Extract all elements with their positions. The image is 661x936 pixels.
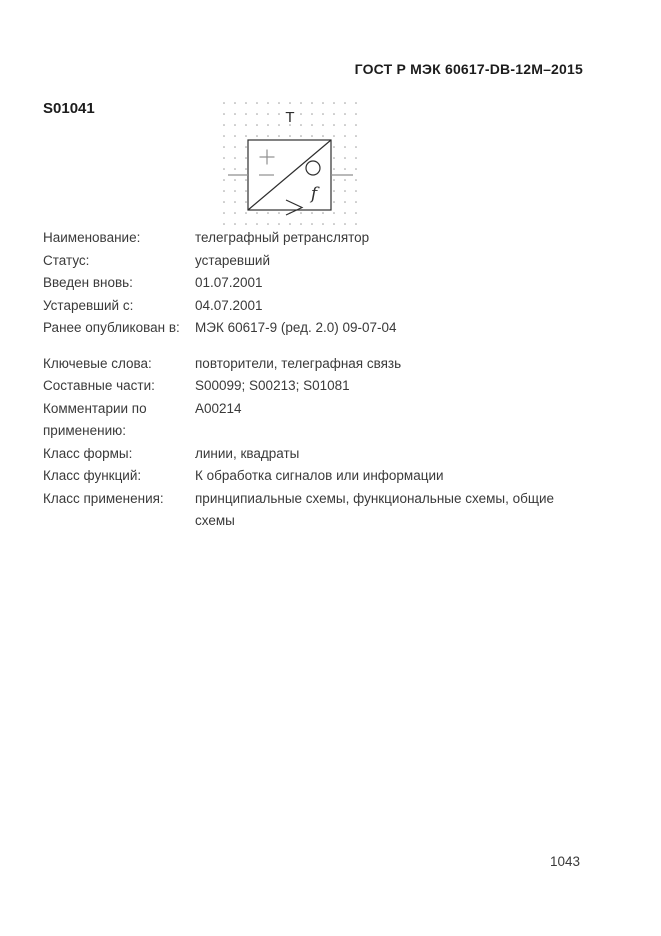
field-row-application-notes: [43, 398, 583, 443]
field-label: Наименование:: [43, 230, 141, 245]
field-label: Ключевые слова:: [43, 355, 152, 371]
field-value: устаревший: [195, 252, 270, 268]
field-label: Ранее опубликован в:: [43, 320, 180, 335]
field-label: Составные части:: [43, 378, 155, 393]
field-label: Класс формы:: [43, 445, 133, 461]
field-label: Комментарии по применению:: [43, 400, 147, 438]
field-label: Статус:: [43, 252, 90, 268]
field-row-reintroduced: [43, 272, 583, 295]
field-row-function-class: [43, 465, 583, 488]
field-value: S00099; S00213; S01081: [195, 378, 350, 393]
field-row-components: [43, 375, 583, 398]
field-value: телеграфный ретранслятор: [195, 230, 370, 245]
standard-header: ГОСТ Р МЭК 60617-DB-12M–2015: [354, 61, 583, 77]
symbol-diagram: [218, 96, 366, 228]
field-row-keywords: [43, 353, 583, 376]
page-number: 1043: [549, 854, 580, 869]
field-label: Устаревший с:: [43, 297, 134, 313]
field-row-status: [43, 250, 583, 273]
field-value: линии, квадраты: [195, 445, 300, 461]
field-value: A00214: [195, 400, 242, 416]
field-row-name: [43, 227, 583, 250]
field-value: принципиальные схемы, функциональные схемы, общие схемы: [195, 490, 554, 528]
top-label-t: T: [285, 109, 295, 126]
field-row-obsolete-since: [43, 295, 583, 318]
field-row-previously-published: [43, 317, 583, 340]
field-label: Класс применения:: [43, 490, 164, 506]
field-value: 04.07.2001: [195, 297, 263, 313]
field-value: повторители, телеграфная связь: [195, 355, 402, 371]
field-value: К обработка сигналов или информации: [195, 468, 444, 483]
field-row-application-class: [43, 488, 583, 533]
field-value: 01.07.2001: [195, 275, 263, 290]
symbol-id: S01041: [43, 100, 95, 117]
attribute-list: [43, 227, 583, 533]
field-label: Класс функций:: [43, 468, 142, 483]
function-letter-f: f: [310, 184, 318, 204]
field-value: МЭК 60617-9 (ред. 2.0) 09-07-04: [195, 320, 397, 335]
field-label: Введен вновь:: [43, 275, 133, 290]
field-row-shape-class: [43, 443, 583, 466]
